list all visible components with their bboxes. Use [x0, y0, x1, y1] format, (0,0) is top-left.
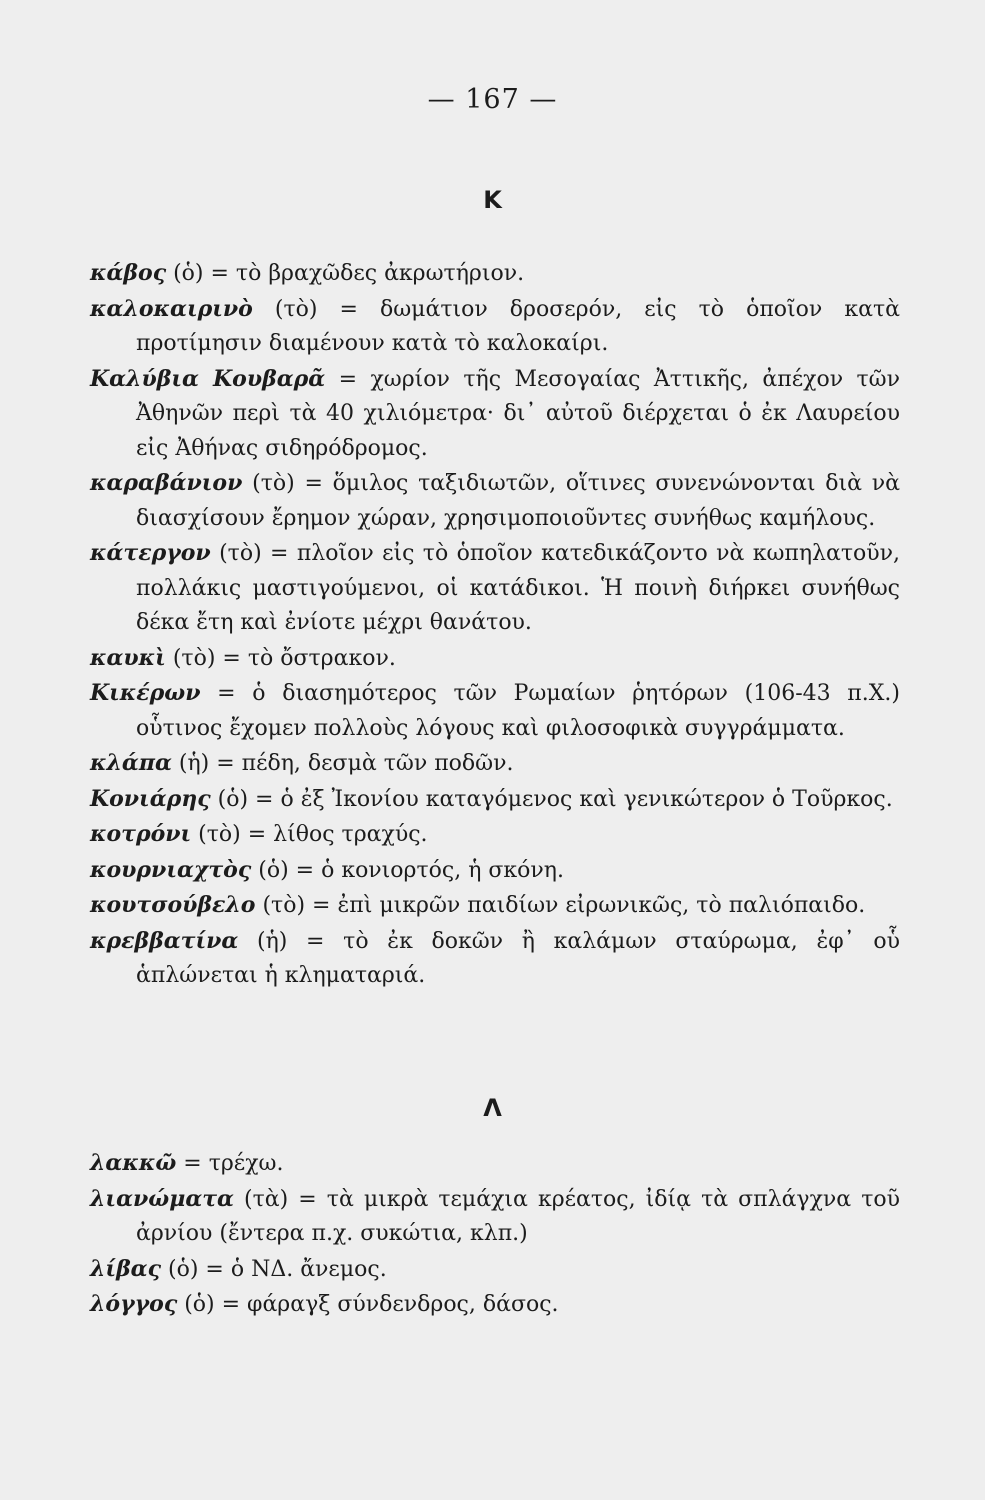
- entry-headword: κάτεργον: [90, 540, 211, 566]
- entry-definition: (ἡ) = πέδη, δεσμὰ τῶν ποδῶν.: [171, 751, 514, 776]
- entry-definition: = χωρίον τῆς Μεσογαίας Ἀττικῆς, ἀπέχον τῶν Ἀθηνῶν περὶ τὰ 40 χιλιόμετρα· δι᾽ αὐτοῦ διέρχεται ὁ ἐκ Λαυρείου εἰς Ἀθήνας σιδηρόδρομος.: [136, 366, 900, 461]
- glossary-entry: [90, 676, 900, 746]
- glossary-entry: [90, 256, 900, 292]
- entry-headword: λιανώματα: [90, 1185, 234, 1212]
- entry-headword: κουρνιαχτὸς: [90, 856, 252, 883]
- glossary-entry: [90, 536, 900, 641]
- entry-headword: καραβάνιον: [90, 470, 243, 496]
- glossary-entry: [90, 924, 900, 994]
- glossary-entry: [90, 292, 900, 362]
- glossary-entry: [90, 641, 900, 677]
- entry-definition: (ὁ) = φάραγξ σύνδενδρος, δάσος.: [177, 1292, 559, 1317]
- entry-definition: = τρέχω.: [176, 1151, 284, 1176]
- entry-headword: Κικέρων: [90, 680, 201, 706]
- glossary-entry: [90, 1252, 900, 1288]
- entry-definition: (ὁ) = ὁ κονιορτός, ἡ σκόνη.: [251, 857, 564, 883]
- entry-definition: (ὁ) = τὸ βραχῶδες ἀκρωτήριον.: [166, 261, 525, 286]
- entry-definition: (τὸ) = πλοῖον εἰς τὸ ὁποῖον κατεδικάζοντο νὰ κωπηλατοῦν, πολλάκις μαστιγούμενοι, οἱ κατάδικοι. Ἡ ποινὴ διήρκει συνήθως δέκα ἔτη καὶ ἐνίοτε μέχρι θανάτου.: [136, 541, 900, 635]
- entry-headword: κλάπα: [90, 750, 172, 776]
- entry-definition: (ὁ) = ὁ ΝΔ. ἄνεμος.: [161, 1256, 387, 1282]
- section-letter-l: Λ: [483, 1094, 502, 1122]
- entry-headword: κρεββατίνα: [90, 927, 239, 954]
- entry-headword: λακκῶ: [90, 1150, 177, 1176]
- entry-headword: Καλύβια Κουβαρᾶ: [90, 365, 326, 392]
- entry-definition: (τὰ) = τὰ μικρὰ τεμάχια κρέατος, ἰδίᾳ τὰ σπλάγχνα τοῦ ἀρνίου (ἔντερα π.χ. συκώτια, κλπ.): [136, 1186, 900, 1246]
- entry-definition: (τὸ) = ὅμιλος ταξιδιωτῶν, οἵτινες συνενώνονται διὰ νὰ διασχίσουν ἔρημον χώραν, χρησιμοποιοῦντες συνήθως καμήλους.: [136, 471, 900, 531]
- entry-definition: (τὸ) = δωμάτιον δροσερόν, εἰς τὸ ὁποῖον κατὰ προτίμησιν διαμένουν κατὰ τὸ καλοκαίρι.: [136, 296, 900, 356]
- glossary-entry: [90, 1287, 900, 1323]
- entry-definition: (τὸ) = τὸ ὄστρακον.: [165, 645, 396, 671]
- entry-definition: = ὁ διασημότερος τῶν Ρωμαίων ῥητόρων (106-43 π.Χ.) οὗτινος ἔχομεν πολλοὺς λόγους καὶ φιλοσοφικὰ συγγράμματα.: [136, 681, 900, 741]
- entry-headword: λίβας: [90, 1255, 162, 1282]
- entry-definition: (τὸ) = ἐπὶ μικρῶν παιδίων εἰρωνικῶς, τὸ παλιόπαιδο.: [255, 893, 866, 918]
- entries-section-l: [90, 1146, 900, 1323]
- entry-definition: (ὁ) = ὁ ἐξ Ἰκονίου καταγόμενος καὶ γενικώτερον ὁ Τοῦρκος.: [210, 786, 893, 812]
- entry-headword: καλοκαιρινὸ: [90, 295, 253, 322]
- entry-definition: (ἡ) = τὸ ἐκ δοκῶν ἢ καλάμων σταύρωμα, ἐφ᾽ οὗ ἁπλώνεται ἡ κληματαριά.: [136, 928, 900, 988]
- entry-headword: κουτσούβελο: [90, 892, 256, 918]
- glossary-entry: [90, 1182, 900, 1252]
- glossary-entry: [90, 466, 900, 536]
- glossary-entry: [90, 362, 900, 467]
- glossary-entry: [90, 1146, 900, 1182]
- entry-headword: κάβος: [90, 260, 167, 286]
- glossary-entry: [90, 782, 900, 818]
- entry-headword: Κονιάρης: [90, 785, 211, 812]
- entry-headword: λόγγος: [90, 1291, 178, 1317]
- glossary-entry: [90, 888, 900, 924]
- glossary-entry: [90, 853, 900, 889]
- glossary-entry: [90, 746, 900, 782]
- entry-definition: (τὸ) = λίθος τραχύς.: [191, 822, 428, 847]
- entries-section-k: [90, 256, 900, 994]
- glossary-entry: [90, 817, 900, 853]
- entry-headword: κοτρόνι: [90, 821, 192, 847]
- entry-headword: καυκὶ: [90, 644, 166, 671]
- section-letter-k: Κ: [483, 186, 502, 214]
- page-number: — 167 —: [427, 84, 558, 115]
